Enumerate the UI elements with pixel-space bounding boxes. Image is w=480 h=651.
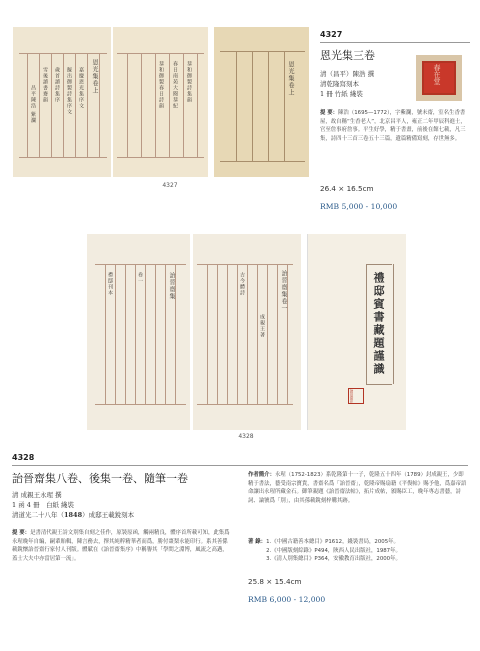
lot-4327-title: 恩光集三卷 — [320, 49, 375, 62]
book2-col: 成親王著 — [259, 314, 265, 338]
lot-4328-author-label: 作者簡介： — [248, 472, 275, 478]
lot-4328-author — [248, 471, 468, 505]
book1-col: 擬出御製詩集序文 — [66, 67, 72, 115]
lot-4328-summary-label: 提 要： — [12, 530, 31, 536]
lot-4328-line2: 1 函 4 冊 白紙 綫裝 — [12, 501, 75, 509]
lot-4327-book-photo — [13, 27, 210, 177]
lot-4328-ref-item: 3.《清人別集總目》P364，安徽教育出版社，2000年。 — [266, 556, 401, 563]
book1-col: 恭和御製春日詩韻 — [158, 61, 164, 109]
lot-4328-cover-seal — [348, 388, 364, 404]
lot-4327-line3: 1 冊 竹紙 綫裝 — [320, 90, 363, 98]
lot-4328-ref-item: 2.《中國版刻綜錄》P494，陝西人民出版社，1987年。 — [266, 547, 401, 554]
lot-4328-divider — [12, 465, 468, 466]
lot-4328-caption: 4328 — [238, 433, 254, 440]
book1-col: 恭和御製詩集韻 — [186, 61, 192, 103]
book1-cover-col: 恩光集卷上 — [287, 61, 294, 96]
book2-col: 詒晉齋集卷一 — [280, 270, 287, 312]
book1-col: 雪後讀書齋韻 — [42, 67, 48, 103]
lot-4327-bio-text: 陳浩（1695—1772），字紫瀾，號未齋，室名生香書屋，故自稱“生香老人”，北京昌平人，雍正二年甲辰科進士，官至詹事府詹事。平生好學，精于書畫，前後在館七載，凡三集，詩四十三首三卷五十三篇，遺篇精備寫刻，存世無多。 — [320, 110, 466, 142]
lot-4327-bio-label: 提 要： — [320, 110, 339, 116]
lot-4328-cover-photo — [307, 234, 406, 430]
lot-4328-seal-text: 詒晉齋印 — [350, 389, 354, 403]
lot-4328-refs — [248, 538, 468, 564]
book1-title-col: 恩光集卷上 — [91, 59, 98, 94]
lot-4328-cover-title: 禮邸賓書藏題謹識 — [372, 272, 385, 376]
lot-4328-number: 4328 — [12, 453, 35, 462]
lot-4328-size: 25.8 × 15.4cm — [248, 577, 302, 586]
book1-author-col: 昌平陳浩 紫瀾 — [30, 85, 36, 124]
lot-4328-line3 — [12, 510, 134, 519]
book1-col: 春日南苑大閱恭紀 — [172, 61, 178, 109]
lot-4327-line2: 清乾隆寫刻本 — [320, 80, 359, 88]
book2-col: 禮邸刊本 — [107, 272, 113, 296]
book2-col: 古今體詩 — [239, 272, 245, 296]
book1-col: 嘉慶恩光集序文 — [78, 67, 84, 109]
book1-col: 歲首讀詩集序 — [54, 67, 60, 103]
lot-4327-line1: 清（昌平）陳浩 撰 — [320, 70, 375, 78]
lot-4327-number: 4327 — [320, 30, 343, 39]
book2-col: 詒晉齋集 — [168, 272, 175, 300]
lot-4328-summary-text: 是書清代親王詩文別集自刻之佳作，原裝原函，觸兩精良，體序首所載可知，此集爲永瑆晚年自編，嗣輩貽輯，陳言務去，擇其純粹精華者而爲，勝付棗梨永能印行。系其善係載銳懷詒晉齋行家付人刊版。體賦在《詒晉齋集序》中稱譽其「學問之淵博，風流之高邁，蓋士大夫中亦當居第一流」。 — [12, 530, 230, 562]
lot-4328-title: 詒晉齋集八卷、後集一卷、隨筆一卷 — [12, 472, 188, 485]
book-left-page — [13, 27, 111, 177]
lot-4327-price: RMB 5,000 - 10,000 — [320, 202, 398, 211]
lot-4327-divider — [320, 42, 470, 43]
book2-right-page — [193, 234, 301, 430]
lot-4328-price: RMB 6,000 - 12,000 — [248, 595, 326, 604]
lot-4328-book-photo — [87, 234, 303, 430]
lot-4327-seal-text: 春在堂 — [433, 64, 441, 85]
book2-left-page — [87, 234, 190, 430]
lot-4327-bio — [320, 109, 468, 143]
lot-4328-line1: 清 成親王永瑆 撰 — [12, 491, 62, 499]
lot-4328-line3-year: 1848 — [64, 511, 83, 519]
lot-4327-cover-photo — [214, 27, 309, 177]
lot-4328-line3-a: 清道光二十八年（ — [12, 511, 64, 519]
lot-4328-author-text: 永瑆（1752-1823）系乾隆第十一子，乾隆五十四年（1789）封成親王，少即精于書法，藝受南宗寶貴，書齋名爲「詒晉齋」，乾隆帝賜扇籍《平復帖》賜予他，爲嘉帝語命讓出永瑆所藏金石。御筆親題《詒晉齋法帖》，拓片成帖，頒賜臣工，晚年專志書藝，詩詞、論號爲「別」，由其孫載銳刻梓購其跡。 — [248, 472, 467, 504]
lot-4327-seal-image — [416, 55, 462, 101]
lot-4328-refs-label: 著 錄： — [248, 539, 267, 545]
book-middle-page — [113, 27, 208, 177]
lot-4327-caption: 4327 — [162, 182, 178, 189]
lot-4327-size: 26.4 × 16.5cm — [320, 184, 374, 193]
lot-4328-summary — [12, 529, 230, 563]
book2-col: 卷一 — [137, 272, 143, 284]
lot-4328-ref-item: 1.《中國古籍善本總目》P1612，綫裝書局，2005年。 — [266, 539, 399, 545]
lot-4328-line3-c: ）成邸王載銳刻本 — [82, 511, 135, 519]
